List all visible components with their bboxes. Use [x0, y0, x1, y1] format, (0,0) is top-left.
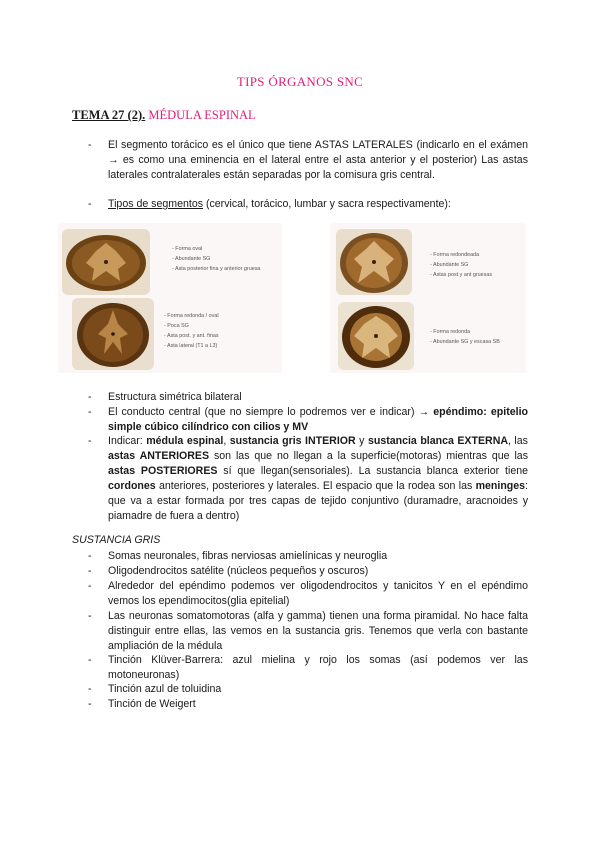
note: - Forma redonda — [430, 329, 471, 335]
note: - Asta post. y ant. finas — [164, 333, 219, 339]
structure-bullet-3 — [88, 434, 528, 524]
note: - Forma redonda / oval — [164, 313, 219, 319]
bullet-dash: - — [88, 550, 92, 562]
structure-bullet-2 — [88, 405, 528, 435]
list-item-text: Tinción de Weigert — [108, 698, 196, 710]
term-astas-anteriores: astas ANTERIORES — [108, 450, 210, 462]
bullet-dash: - — [88, 391, 92, 403]
list-item-text: Somas neuronales, fibras nerviosas amielínicas y neuroglia — [108, 550, 388, 562]
figure-notes-cervical — [172, 244, 260, 274]
intro-bullet-2 — [88, 197, 528, 212]
text-run: anteriores, posteriores y laterales. El espacio que la rodea son las — [155, 480, 476, 492]
term-sustancia-gris: sustancia gris INTERIOR — [229, 435, 356, 447]
figure-notes-sacral — [430, 327, 500, 347]
list-item — [88, 609, 528, 654]
text-run: sí que llegan(sensoriales). La sustancia blanca exterior tiene — [217, 465, 528, 477]
list-item — [88, 697, 528, 712]
list-item — [88, 653, 528, 683]
figure-notes-thoracic — [164, 311, 219, 351]
spinal-cord-cervical-image — [62, 229, 150, 295]
structure-text-2a: El conducto central (que no siempre lo podremos ver e indicar) → — [108, 406, 434, 418]
intro-text-1: El segmento torácico es el único que tiene ASTAS LATERALES (indicarlo en el exámen → es como una eminencia en el lateral entre el asta anterior y el posterior) Las astas laterales contralaterales están separadas por la comisura gris central. — [108, 139, 528, 181]
structure-bullet-1 — [88, 390, 528, 405]
spinal-cord-lumbar-image — [336, 229, 412, 295]
note: - Abundante SG — [430, 262, 469, 268]
bullet-dash: - — [88, 406, 92, 418]
list-item-text: Tinción azul de toluidina — [108, 683, 222, 695]
list-item-text: Tinción Klüver-Barrera: azul mielina y rojo los somas (así podemos ver las motoneuronas) — [108, 654, 528, 681]
term-sustancia-blanca: sustancia blanca EXTERNA — [367, 435, 508, 447]
bullet-dash: - — [88, 435, 92, 447]
spinal-cord-sacral-image — [338, 302, 414, 370]
bullet-dash: - — [88, 683, 92, 695]
intro-bullet-1 — [88, 138, 528, 183]
term-meninges: meninges — [475, 480, 526, 492]
sustancia-gris-heading: SUSTANCIA GRIS — [72, 534, 161, 546]
term-medula: médula espinal — [146, 435, 224, 447]
note: - Abundante SG — [172, 256, 211, 262]
spinal-cord-thoracic-image — [72, 298, 154, 370]
note: - Forma oval — [172, 246, 203, 252]
tema-subject: MÉDULA ESPINAL — [145, 108, 256, 122]
note: - Poca SG — [164, 323, 189, 329]
list-item — [88, 579, 528, 609]
section-heading — [72, 108, 256, 123]
bullet-dash: - — [88, 198, 92, 210]
bullet-dash: - — [88, 565, 92, 577]
text-run: y — [355, 435, 368, 447]
bullet-dash: - — [88, 698, 92, 710]
list-item — [88, 682, 528, 697]
bullet-dash: - — [88, 580, 92, 592]
ependimo-term: epéndimo: epitelio simple cúbico cilíndrico con cilios y MV — [108, 406, 528, 433]
note: - Astas post y ant gruesas — [430, 272, 493, 278]
text-run: , las — [508, 435, 528, 447]
segment-types-label: Tipos de segmentos — [108, 198, 204, 210]
bullet-dash: - — [88, 139, 92, 151]
term-astas-posteriores: astas POSTERIORES — [108, 465, 218, 477]
figure-notes-lumbar — [430, 250, 492, 280]
term-cordones: cordones — [108, 480, 156, 492]
structure-text-1: Estructura simétrica bilateral — [108, 391, 242, 403]
text-run: : que va a estar formada por tres capas de tejido conjuntivo (duramadre, aracnoides y piamadre de fuera a dentro) — [108, 480, 528, 522]
text-run: Indicar: — [108, 435, 147, 447]
note: - Asta lateral (T1 a L3) — [164, 343, 218, 349]
text-run: , — [223, 435, 230, 447]
segment-types-text: (cervical, torácico, lumbar y sacra respectivamente): — [203, 198, 451, 210]
page-title: TIPS ÓRGANOS SNC — [236, 74, 364, 89]
note: - Abundante SG y escasa SB — [430, 339, 500, 345]
note: - Asta posterior fina y anterior gruesa — [172, 266, 261, 272]
text-run: son las que no llegan a la superficie(motoras) mientras que las — [209, 450, 528, 462]
list-item-text: Alrededor del epéndimo podemos ver oligodendrocitos y tanicitos Y en el epéndimo vemos los ependimocitos(glia epitelial) — [108, 580, 528, 607]
list-item-text: Oligodendrocitos satélite (núcleos pequeños y oscuros) — [108, 565, 369, 577]
bullet-dash: - — [88, 610, 92, 622]
list-item — [88, 549, 528, 564]
bullet-dash: - — [88, 654, 92, 666]
note: - Forma redondeada — [430, 252, 480, 258]
tema-number: TEMA 27 (2). — [72, 108, 146, 122]
list-item — [88, 564, 528, 579]
list-item-text: Las neuronas somatomotoras (alfa y gamma) tienen una forma piramidal. No hace falta distinguir entre ellas, las vemos en la sustancia gris. Tenemos que verla con bastante ampliación de la médula — [108, 610, 528, 652]
